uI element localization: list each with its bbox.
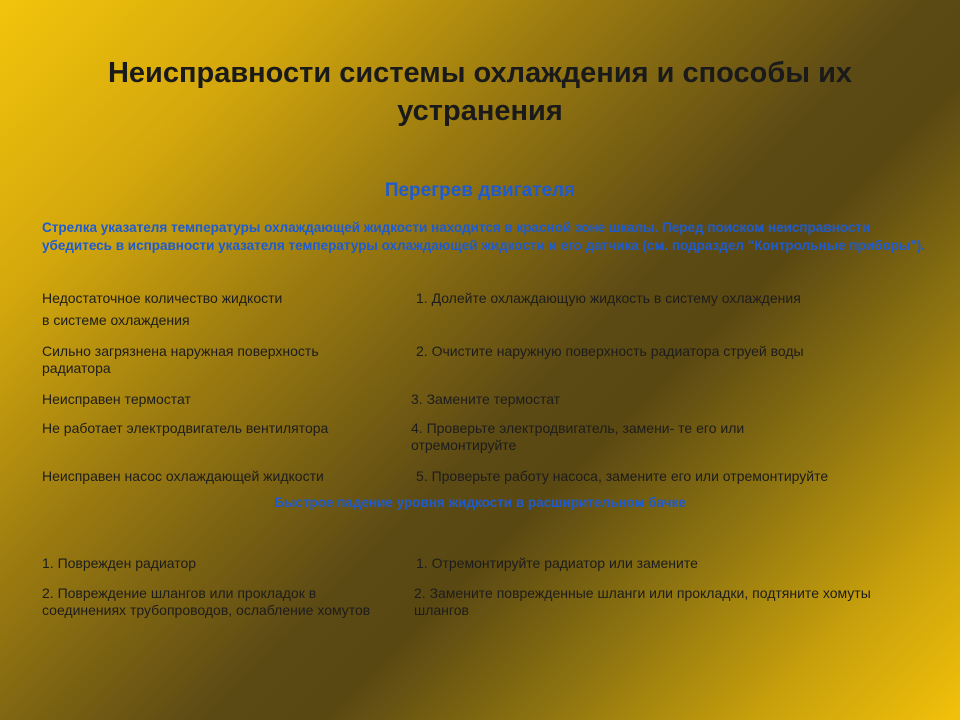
fix-cell: 5. Проверьте работу насоса, замените его или отремонтируйте bbox=[416, 468, 829, 484]
slide-title: Неисправности системы охлаждения и способы их устранения bbox=[107, 57, 853, 127]
fix-cell: 4. Проверьте электродвигатель, замени- те его или отремонтируйте bbox=[411, 420, 745, 453]
fix-cell: 2. Очистите наружную поверхность радиатора струей воды bbox=[416, 343, 804, 359]
cause-cell: 2. Повреждение шлангов или прокладок в соединениях трубопроводов, ослабление хомутов bbox=[42, 585, 371, 618]
fix-cell: 3. Замените термостат bbox=[411, 391, 561, 407]
section-title-leak: Быстрое падение уровня жидкости в расширительном бачке bbox=[274, 495, 686, 510]
cause-line: Недостаточное количество жидкости bbox=[42, 290, 283, 306]
cause-cell: Сильно загрязнена наружная поверхность радиатора bbox=[42, 343, 319, 376]
cause-cell: 1. Поврежден радиатор bbox=[42, 555, 197, 571]
fix-cell: 1. Отремонтируйте радиатор или замените bbox=[416, 555, 698, 571]
fix-cell: 1. Долейте охлаждающую жидкость в систему охлаждения bbox=[416, 290, 801, 306]
cause-cell: Неисправен насос охлаждающей жидкости bbox=[42, 468, 324, 484]
intro-paragraph: Стрелка указателя температуры охлаждающей жидкости находится в красной зоне шкалы. Перед поиском неисправности убедитесь в исправности указателя температуры охлаждающей жидкости и его датчика (см. подраздел "Контрольные приборы"). bbox=[42, 220, 926, 253]
cause-line: в системе охлаждения bbox=[42, 312, 190, 328]
cause-cell: Неисправен термостат bbox=[42, 391, 191, 407]
fix-cell: 2. Замените поврежденные шланги или прокладки, подтяните хомуты шлангов bbox=[414, 585, 871, 618]
cause-cell bbox=[42, 290, 387, 329]
cause-cell: Не работает электродвигатель вентилятора bbox=[42, 420, 329, 436]
section-title-overheat: Перегрев двигателя bbox=[384, 180, 576, 201]
